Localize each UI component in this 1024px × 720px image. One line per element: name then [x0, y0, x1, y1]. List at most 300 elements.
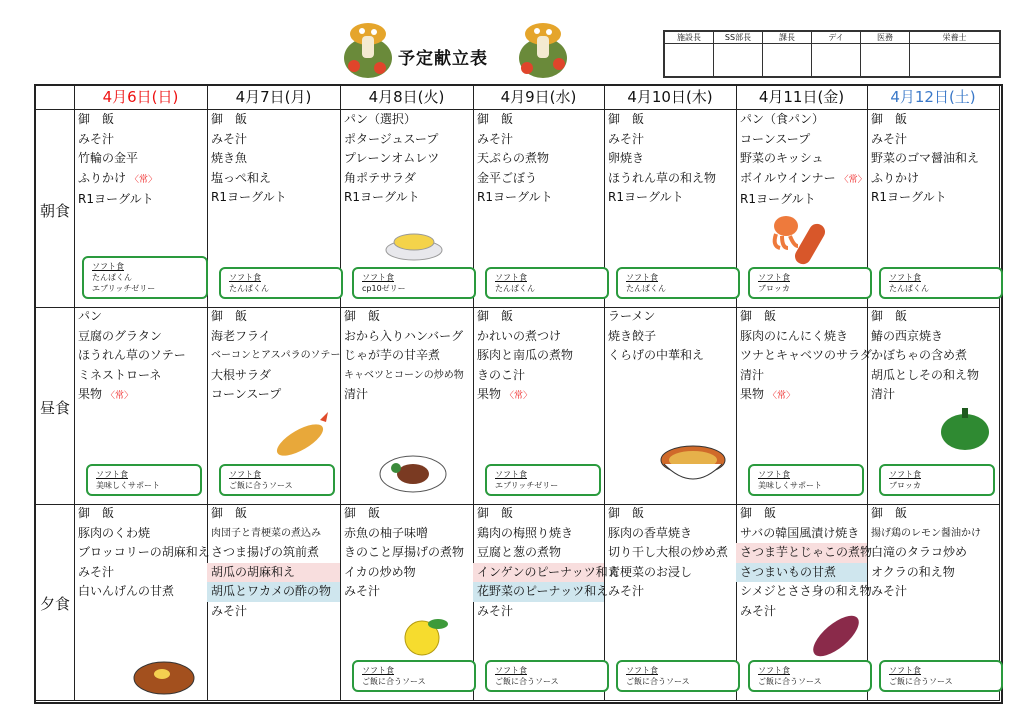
- menu-line: [867, 582, 999, 602]
- menu-line: [473, 582, 609, 602]
- menu-line: [74, 110, 207, 130]
- menu-item: 御 飯: [871, 112, 908, 126]
- menu-item: さつま芋とじゃこの煮物: [740, 545, 873, 559]
- menu-line: [473, 385, 604, 407]
- menu-line: [473, 188, 604, 208]
- grilled-meat-illustration: [132, 656, 196, 700]
- menu-item: かぼちゃの含め煮: [871, 348, 968, 362]
- soft-food-label: ソフト食: [758, 666, 790, 675]
- menu-line: [340, 582, 473, 602]
- meal-label-text: 夕食: [39, 595, 70, 613]
- menu-item: ほうれん草のソテー: [78, 348, 186, 362]
- soft-food-label: ソフト食: [889, 470, 921, 479]
- menu-line: [340, 110, 473, 130]
- soft-food-item: たんぱくん: [626, 284, 666, 293]
- menu-line: [207, 110, 340, 130]
- menu-cell-dinner: [736, 504, 873, 701]
- menu-line: [74, 563, 207, 583]
- menu-line: [207, 130, 340, 150]
- menu-item: 卵焼き: [608, 151, 645, 165]
- menu-item: みそ汁: [78, 564, 115, 579]
- menu-line: [207, 563, 340, 583]
- ramen-bowl-illustration: [658, 438, 728, 494]
- menu-line: [473, 563, 620, 583]
- menu-cell-lunch: [207, 307, 341, 505]
- day-header: 4月12日(土): [867, 86, 1000, 110]
- meal-label-text: 朝食: [39, 201, 70, 220]
- menu-item: 青梗菜のお浸し: [608, 564, 693, 579]
- menu-cell-dinner: [604, 504, 737, 701]
- menu-item: みそ汁: [608, 131, 645, 146]
- stamp-box[interactable]: [812, 44, 861, 77]
- menu-line: [340, 169, 473, 189]
- menu-item: 御 飯: [211, 506, 248, 520]
- menu-line: [867, 169, 999, 189]
- menu-item: パン（選択）: [344, 112, 417, 126]
- menu-item: ベーコンとアスパラのソテー: [211, 350, 341, 361]
- menu-line: [340, 130, 473, 150]
- menu-item: みそ汁: [211, 131, 248, 146]
- menu-line: [74, 385, 207, 407]
- menu-line: [473, 130, 604, 150]
- menu-item: 御 飯: [608, 112, 645, 126]
- menu-item: みそ汁: [78, 131, 115, 146]
- menu-line: [74, 543, 210, 563]
- menu-line: [867, 366, 999, 386]
- menu-line: [74, 327, 207, 347]
- menu-item: さつまいもの甘煮: [740, 564, 837, 579]
- menu-item: 御 飯: [477, 309, 514, 323]
- menu-line: [604, 149, 736, 169]
- mushroom-right-illustration: [515, 18, 571, 82]
- menu-item: みそ汁: [477, 131, 514, 146]
- menu-line: [736, 524, 867, 544]
- menu-item: さつま揚げの筑前煮: [211, 545, 320, 559]
- soft-food-box: [352, 660, 476, 692]
- soft-food-item: 美味しくサポート: [758, 481, 822, 490]
- menu-line: [473, 504, 604, 524]
- menu-item: 御 飯: [78, 112, 115, 126]
- menu-cell-lunch: [74, 307, 208, 505]
- stamp-box[interactable]: [665, 44, 714, 77]
- menu-line: [604, 110, 736, 130]
- menu-line: [473, 169, 604, 189]
- menu-line: [207, 327, 340, 347]
- soup-cup-illustration: [384, 228, 444, 268]
- menu-item: 塩っぺ和え: [211, 170, 272, 185]
- soft-food-label: ソフト食: [92, 262, 124, 271]
- menu-item: 大根サラダ: [211, 367, 271, 382]
- soft-food-box: [879, 660, 1003, 692]
- menu-item: 白滝のタラコ炒め: [871, 545, 968, 559]
- mushroom-left-illustration: [340, 18, 396, 82]
- menu-line: [736, 110, 867, 130]
- stamp-label: デイ: [812, 32, 861, 44]
- regular-diet-tag: 〈常〉: [106, 391, 134, 401]
- menu-item: 清汁: [871, 387, 896, 401]
- menu-item: 御 飯: [477, 112, 514, 126]
- menu-item: 海老フライ: [211, 328, 271, 343]
- menu-line: [207, 385, 340, 405]
- menu-line: [340, 524, 473, 544]
- menu-line: [867, 346, 999, 366]
- regular-diet-tag: 〈常〉: [130, 174, 158, 185]
- soft-food-label: ソフト食: [889, 666, 921, 675]
- menu-line: [340, 563, 473, 583]
- soft-food-item: たんぱくん: [229, 284, 269, 293]
- menu-item: 清汁: [740, 367, 765, 382]
- menu-line: [736, 582, 872, 602]
- menu-line: [736, 543, 873, 563]
- menu-line: [867, 307, 999, 327]
- menu-item: きのこと厚揚げの煮物: [344, 545, 465, 559]
- menu-item: ふりかけ: [871, 170, 920, 185]
- soft-food-item: ご飯に合うソース: [889, 677, 953, 686]
- menu-item: イカの炒め物: [344, 564, 416, 579]
- menu-line: [340, 385, 473, 405]
- soft-food-box: [352, 267, 476, 299]
- menu-line: [74, 366, 207, 386]
- menu-item: 胡瓜とワカメの酢の物: [211, 584, 332, 598]
- soft-food-label: ソフト食: [229, 470, 261, 479]
- menu-item: みそ汁: [211, 603, 248, 618]
- regular-diet-tag: 〈常〉: [839, 174, 867, 185]
- soft-food-label: ソフト食: [889, 273, 921, 282]
- menu-item: 金平ごぼう: [477, 170, 538, 185]
- menu-item: みそ汁: [344, 584, 381, 598]
- menu-item: 御 飯: [211, 112, 248, 126]
- yuzu-illustration: [400, 614, 452, 662]
- menu-line: [867, 149, 999, 169]
- menu-line: [867, 543, 999, 563]
- menu-line: [207, 504, 340, 524]
- soft-food-item: ブロッカ: [758, 284, 790, 293]
- menu-item: R1ヨーグルト: [344, 190, 420, 204]
- menu-line: [473, 524, 604, 544]
- menu-line: [473, 366, 604, 386]
- stamp-label: SS部長: [714, 32, 763, 44]
- menu-item: R1ヨーグルト: [78, 192, 154, 206]
- menu-item: コーンスープ: [211, 387, 282, 401]
- menu-item: 豚肉のにんにく焼き: [740, 328, 849, 343]
- soft-food-box: [485, 464, 601, 496]
- menu-line: [736, 307, 867, 327]
- meal-label-dinner: [36, 504, 75, 701]
- menu-item: みそ汁: [608, 584, 645, 598]
- stamp-box[interactable]: [910, 44, 1000, 77]
- soft-food-item: たんぱくん: [889, 284, 929, 293]
- menu-item: 果物: [740, 387, 765, 401]
- menu-line: [74, 190, 207, 210]
- soft-food-item: エブリッチゼリー: [495, 481, 559, 490]
- menu-cell-breakfast: [207, 110, 341, 308]
- soft-food-box: [82, 256, 208, 299]
- menu-item: オクラの和え物: [871, 564, 955, 579]
- menu-item: 御 飯: [871, 309, 908, 323]
- menu-line: [736, 563, 867, 583]
- soft-food-item: cp10ゼリー: [362, 284, 406, 293]
- menu-item: みそ汁: [740, 603, 777, 618]
- day-header: 4月8日(火): [340, 86, 474, 110]
- approval-stamp-table: [663, 30, 1001, 78]
- menu-line: [604, 346, 736, 366]
- soft-food-label: ソフト食: [626, 273, 658, 282]
- soft-food-item: エブリッチゼリー: [92, 284, 156, 293]
- page-title: 予定献立表: [398, 49, 488, 69]
- menu-item: 角ポテサラダ: [344, 170, 416, 185]
- menu-item: ふりかけ: [78, 170, 127, 185]
- menu-item: キャベツとコーンの炒め物: [344, 369, 464, 381]
- meal-label-lunch: [36, 307, 75, 505]
- menu-item: コーンスープ: [740, 131, 811, 146]
- menu-line: [74, 307, 207, 327]
- soft-food-box: [616, 660, 740, 692]
- menu-item: R1ヨーグルト: [608, 190, 684, 204]
- menu-line: [340, 327, 473, 347]
- menu-item: 鶏肉の梅照り焼き: [477, 525, 574, 540]
- stamp-label: 医務: [861, 32, 910, 44]
- soft-food-box: [485, 660, 609, 692]
- menu-item: ほうれん草の和え物: [608, 170, 717, 185]
- menu-item: 御 飯: [477, 506, 514, 520]
- menu-line: [207, 582, 340, 602]
- menu-line: [207, 169, 340, 189]
- soft-food-label: ソフト食: [758, 470, 790, 479]
- menu-item: 赤魚の柚子味噌: [344, 525, 429, 540]
- meal-label-text: 昼食: [39, 398, 70, 417]
- menu-cell-breakfast: [604, 110, 737, 308]
- menu-item: 野菜のゴマ醤油和え: [871, 151, 980, 165]
- soft-food-item: 美味しくサポート: [96, 481, 160, 490]
- day-header: 4月7日(月): [207, 86, 341, 110]
- menu-cell-dinner: [473, 504, 620, 701]
- menu-line: [74, 169, 207, 191]
- menu-line: [340, 149, 473, 169]
- menu-line: [74, 524, 207, 544]
- menu-item: きのこ汁: [477, 367, 526, 382]
- menu-line: [736, 149, 867, 169]
- menu-line: [604, 188, 736, 208]
- stamp-label: 施設長: [665, 32, 714, 44]
- menu-line: [604, 563, 736, 583]
- soft-food-item: たんぱくん: [495, 284, 535, 293]
- menu-line: [604, 543, 736, 563]
- menu-line: [207, 149, 340, 169]
- menu-item: 豚肉と南瓜の煮物: [477, 348, 574, 362]
- menu-line: [207, 524, 340, 544]
- soft-food-item: ご飯に合うソース: [229, 481, 293, 490]
- green-pepper-illustration: [938, 404, 992, 456]
- menu-item: 胡瓜の胡麻和え: [211, 564, 296, 579]
- menu-cell-dinner: [340, 504, 474, 701]
- menu-item: かれいの煮つけ: [477, 328, 562, 343]
- soft-food-box: [219, 267, 343, 299]
- menu-line: [867, 504, 999, 524]
- menu-line: [340, 346, 473, 366]
- menu-item: インゲンのピーナッツ和え: [477, 564, 620, 579]
- menu-line: [736, 385, 867, 407]
- soft-food-item: ご飯に合うソース: [495, 677, 559, 686]
- menu-item: 豚肉のくわ焼: [78, 525, 151, 540]
- stamp-box[interactable]: [861, 44, 910, 77]
- menu-item: 豆腐と葱の煮物: [477, 545, 562, 559]
- menu-cell-lunch: [736, 307, 872, 505]
- stamp-label: 栄養士: [910, 32, 1000, 44]
- soft-food-label: ソフト食: [362, 273, 394, 282]
- menu-line: [736, 130, 867, 150]
- menu-line: [207, 602, 340, 622]
- menu-line: [736, 327, 867, 347]
- menu-line: [207, 188, 340, 208]
- menu-item: みそ汁: [477, 603, 514, 618]
- menu-line: [867, 524, 999, 544]
- menu-line: [604, 504, 736, 524]
- menu-item: 肉団子と青梗菜の煮込み: [211, 527, 321, 539]
- day-header: 4月9日(水): [473, 86, 605, 110]
- menu-item: 野菜のキッシュ: [740, 151, 824, 165]
- menu-line: [207, 307, 340, 327]
- soft-food-box: [616, 267, 740, 299]
- soft-food-box: [219, 464, 335, 496]
- soft-food-box: [86, 464, 202, 496]
- menu-line: [867, 385, 999, 405]
- menu-line: [736, 504, 867, 524]
- menu-item: 天ぷらの煮物: [477, 151, 550, 165]
- menu-item: パン: [78, 309, 103, 323]
- menu-item: 御 飯: [344, 309, 381, 323]
- stamp-box[interactable]: [714, 44, 763, 77]
- menu-item: 豚肉の香草焼き: [608, 525, 693, 540]
- menu-line: [473, 346, 604, 366]
- menu-line: [604, 169, 736, 189]
- octopus-sausage-illustration: [768, 208, 838, 272]
- soft-food-label: ソフト食: [96, 470, 128, 479]
- menu-item: ブロッコリーの胡麻和え: [78, 545, 210, 559]
- menu-item: 胡瓜としその和え物: [871, 367, 980, 382]
- menu-line: [207, 346, 340, 366]
- soft-food-label: ソフト食: [229, 273, 261, 282]
- menu-item: 鰆の西京焼き: [871, 328, 944, 343]
- menu-cell-dinner: [207, 504, 341, 701]
- menu-line: [736, 366, 867, 386]
- menu-item: 御 飯: [740, 309, 777, 323]
- soft-food-label: ソフト食: [362, 666, 394, 675]
- day-header: 4月10日(木): [604, 86, 737, 110]
- header-corner: [36, 86, 75, 110]
- menu-item: 白いんげんの甘煮: [78, 584, 175, 598]
- menu-item: ポタージュスープ: [344, 131, 439, 146]
- menu-line: [74, 346, 207, 366]
- menu-line: [867, 110, 999, 130]
- menu-item: R1ヨーグルト: [740, 192, 816, 206]
- menu-line: [867, 563, 999, 583]
- regular-diet-tag: 〈常〉: [768, 391, 796, 401]
- menu-line: [473, 602, 604, 622]
- soft-food-label: ソフト食: [495, 666, 527, 675]
- menu-item: 焼き魚: [211, 151, 248, 165]
- menu-line: [207, 366, 340, 386]
- sweet-potato-illustration: [806, 608, 866, 668]
- menu-line: [736, 346, 872, 366]
- menu-item: R1ヨーグルト: [211, 190, 287, 204]
- menu-item: 揚げ鶏のレモン醤油かけ: [871, 527, 981, 539]
- menu-item: 御 飯: [608, 506, 645, 520]
- menu-line: [74, 504, 207, 524]
- menu-line: [473, 307, 604, 327]
- menu-item: 切り干し大根の炒め煮: [608, 545, 729, 559]
- menu-item: 花野菜のピーナッツ和え: [477, 584, 609, 598]
- menu-item: R1ヨーグルト: [477, 190, 553, 204]
- menu-cell-lunch: [473, 307, 605, 505]
- menu-item: ラーメン: [608, 309, 656, 323]
- menu-item: パン（食パン）: [740, 112, 825, 126]
- menu-item: 御 飯: [211, 309, 248, 323]
- soft-food-label: ソフト食: [495, 273, 527, 282]
- menu-item: シメジとささ身の和え物: [740, 584, 872, 598]
- shrimp-fry-illustration: [270, 410, 330, 464]
- stamp-label: 課長: [763, 32, 812, 44]
- menu-item: ミネストローネ: [78, 367, 162, 382]
- menu-cell-breakfast: [867, 110, 1000, 308]
- menu-item: 果物: [477, 387, 502, 401]
- menu-cell-breakfast: [340, 110, 474, 308]
- stamp-box[interactable]: [763, 44, 812, 77]
- menu-item: R1ヨーグルト: [871, 190, 947, 204]
- menu-line: [473, 110, 604, 130]
- menu-item: くらげの中華和え: [608, 348, 705, 362]
- menu-item: サバの韓国風漬け焼き: [740, 525, 860, 540]
- soft-food-box: [879, 267, 1003, 299]
- menu-item: ツナとキャベツのサラダ: [740, 348, 872, 362]
- menu-item: じゃが芋の甘辛煮: [344, 348, 441, 362]
- day-header: 4月11日(金): [736, 86, 868, 110]
- menu-item: みそ汁: [871, 131, 908, 146]
- menu-item: おから入りハンバーグ: [344, 328, 464, 343]
- menu-line: [207, 543, 340, 563]
- menu-line: [473, 149, 604, 169]
- menu-line: [867, 130, 999, 150]
- menu-cell-breakfast: [473, 110, 605, 308]
- soft-food-label: ソフト食: [495, 470, 527, 479]
- menu-line: [867, 188, 999, 208]
- menu-line: [74, 130, 207, 150]
- soft-food-item: ご飯に合うソース: [626, 677, 690, 686]
- menu-line: [604, 307, 736, 327]
- menu-item: 御 飯: [740, 506, 777, 520]
- menu-line: [736, 190, 867, 210]
- meal-label-breakfast: [36, 110, 75, 308]
- menu-item: プレーンオムレツ: [344, 151, 440, 165]
- menu-line: [473, 543, 604, 563]
- soft-food-box: [879, 464, 995, 496]
- menu-cell-breakfast: [74, 110, 208, 308]
- soft-food-label: ソフト食: [626, 666, 658, 675]
- menu-item: 竹輪の金平: [78, 151, 139, 165]
- hamburg-plate-illustration: [378, 450, 448, 498]
- menu-line: [340, 543, 473, 563]
- menu-item: 御 飯: [871, 506, 908, 520]
- soft-food-box: [485, 267, 609, 299]
- menu-item: 御 飯: [78, 506, 115, 520]
- menu-line: [867, 327, 999, 347]
- soft-food-label: ソフト食: [758, 273, 790, 282]
- menu-line: [604, 524, 736, 544]
- menu-line: [604, 327, 736, 347]
- soft-food-box: [748, 464, 864, 496]
- menu-line: [604, 582, 736, 602]
- menu-cell-dinner: [867, 504, 1000, 701]
- menu-item: みそ汁: [871, 584, 908, 598]
